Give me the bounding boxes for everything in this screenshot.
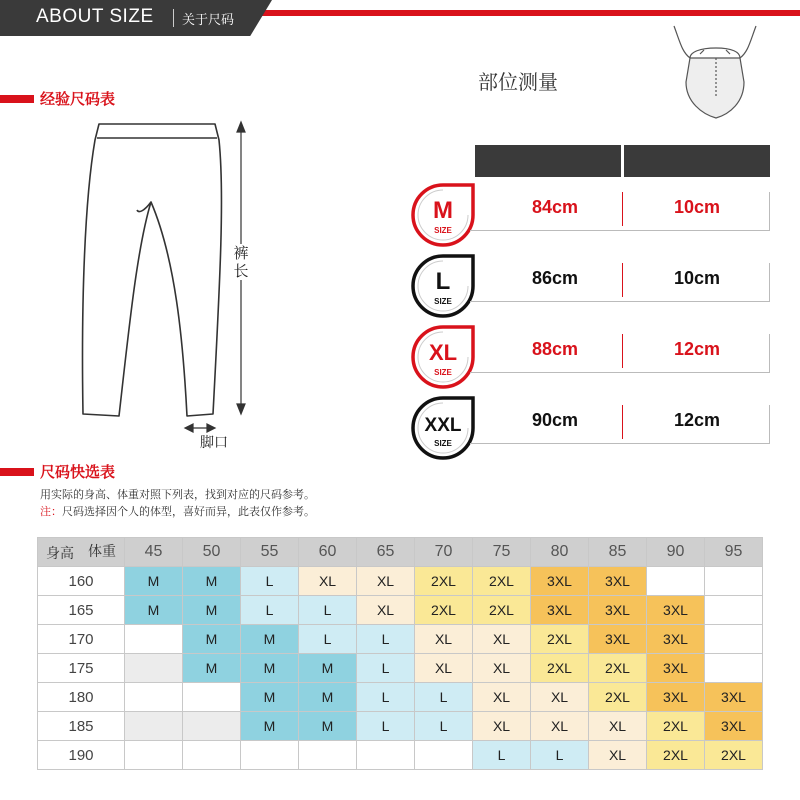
size-cell: 3XL <box>647 683 705 712</box>
size-cell <box>183 712 241 741</box>
size-cell: XL <box>473 654 531 683</box>
size-cell: 3XL <box>705 712 763 741</box>
size-cell: M <box>125 596 183 625</box>
badge-size-text: XL <box>428 340 458 365</box>
size-cell: M <box>299 654 357 683</box>
header-subtitle: 关于尺码 <box>182 13 235 28</box>
size-cell: 3XL <box>531 567 589 596</box>
size-cell: L <box>473 741 531 770</box>
size-cell: XL <box>531 712 589 741</box>
size-cell: XL <box>415 625 473 654</box>
chart-disclaimer <box>40 503 315 519</box>
measure-header-waist <box>475 145 621 177</box>
badge-size-sub: SIZE <box>434 226 452 235</box>
weight-col-header: 90 <box>647 538 705 567</box>
cuff-value: 12cm <box>673 410 721 430</box>
corner-height-label: 身高 <box>46 545 74 561</box>
weight-col-header: 95 <box>705 538 763 567</box>
size-cell <box>705 567 763 596</box>
size-cell <box>125 741 183 770</box>
size-cell <box>705 596 763 625</box>
weight-header-row <box>38 538 763 567</box>
size-cell <box>647 567 705 596</box>
badge-size-sub: SIZE <box>434 297 452 306</box>
badge-size-text: L <box>435 268 451 295</box>
size-cell: M <box>299 712 357 741</box>
size-cell: 2XL <box>531 654 589 683</box>
header-title: ABOUT SIZE <box>36 6 154 27</box>
cuff-value: 10cm <box>673 268 721 288</box>
cuff-value: 12cm <box>673 339 721 359</box>
size-cell: M <box>183 567 241 596</box>
size-cell: 2XL <box>589 683 647 712</box>
disclaimer-prefix: 注： <box>40 505 62 518</box>
section1-bar <box>0 95 34 103</box>
size-cell: L <box>415 712 473 741</box>
size-cell: 2XL <box>473 567 531 596</box>
weight-col-header: 60 <box>299 538 357 567</box>
size-cell: M <box>183 625 241 654</box>
table-row <box>38 596 763 625</box>
size-cell: L <box>357 654 415 683</box>
size-cell: 2XL <box>473 596 531 625</box>
pants-cuff-label: 脚口 <box>200 435 228 451</box>
size-cell: 3XL <box>531 596 589 625</box>
size-badge-l <box>410 253 476 319</box>
badge-size-text: M <box>433 197 453 224</box>
size-cell <box>125 625 183 654</box>
size-cell: XL <box>473 712 531 741</box>
waist-value: 86cm <box>531 268 579 288</box>
table-row <box>38 654 763 683</box>
size-cell <box>705 654 763 683</box>
size-cell: M <box>183 654 241 683</box>
size-row-xxl <box>410 401 770 455</box>
size-badge-xl <box>410 324 476 390</box>
size-cell <box>241 741 299 770</box>
size-cell: L <box>241 567 299 596</box>
size-cell: 3XL <box>647 596 705 625</box>
size-cell <box>183 741 241 770</box>
size-cell: 3XL <box>589 625 647 654</box>
size-cell: XL <box>299 567 357 596</box>
size-cell: M <box>241 654 299 683</box>
header-separator <box>173 9 174 27</box>
size-cell: 2XL <box>647 712 705 741</box>
section2-title: 尺码快选表 <box>40 463 116 481</box>
height-row-header: 160 <box>38 567 125 596</box>
size-cell: L <box>531 741 589 770</box>
height-row-header: 170 <box>38 625 125 654</box>
waist-value: 84cm <box>531 197 579 217</box>
weight-col-header: 70 <box>415 538 473 567</box>
chart-note: 用实际的身高、体重对照下列表，找到对应的尺码参考。 <box>40 488 315 501</box>
pants-illustration <box>75 118 265 448</box>
size-cell: XL <box>589 741 647 770</box>
badge-size-sub: SIZE <box>434 439 452 448</box>
size-cell <box>357 741 415 770</box>
size-cell: 3XL <box>647 654 705 683</box>
size-cell: L <box>357 712 415 741</box>
size-cell: M <box>241 625 299 654</box>
size-cell: M <box>125 567 183 596</box>
size-row-xl <box>410 330 770 384</box>
size-cell: M <box>241 712 299 741</box>
size-cell: XL <box>473 625 531 654</box>
height-row-header: 165 <box>38 596 125 625</box>
size-badge-m <box>410 182 476 248</box>
size-cell: 3XL <box>589 567 647 596</box>
size-cell: M <box>241 683 299 712</box>
size-cell: 2XL <box>589 654 647 683</box>
size-cell: XL <box>473 683 531 712</box>
corner-weight-label: 体重 <box>88 543 116 559</box>
size-cell: L <box>415 683 473 712</box>
measure-title: 部位测量 <box>478 70 558 94</box>
table-row <box>38 712 763 741</box>
weight-col-header: 50 <box>183 538 241 567</box>
table-row <box>38 625 763 654</box>
pants-length-label: 裤长 <box>233 244 249 280</box>
size-cell: 3XL <box>589 596 647 625</box>
table-row <box>38 683 763 712</box>
size-cell: 2XL <box>705 741 763 770</box>
weight-col-header: 55 <box>241 538 299 567</box>
size-cell: 2XL <box>531 625 589 654</box>
weight-col-header: 75 <box>473 538 531 567</box>
badge-size-sub: SIZE <box>434 368 452 377</box>
size-cell: L <box>299 596 357 625</box>
size-cell: L <box>357 625 415 654</box>
size-cell: L <box>357 683 415 712</box>
cuff-value: 10cm <box>673 197 721 217</box>
size-cell: M <box>183 596 241 625</box>
size-cell <box>125 654 183 683</box>
size-cell: L <box>241 596 299 625</box>
disclaimer-text: 尺码选择因个人的体型，喜好而异，此表仅作参考。 <box>62 505 315 518</box>
size-cell: 2XL <box>415 567 473 596</box>
table-row <box>38 567 763 596</box>
height-row-header: 175 <box>38 654 125 683</box>
size-cell <box>415 741 473 770</box>
size-row-m <box>410 188 770 242</box>
size-cell <box>125 712 183 741</box>
size-cell: 2XL <box>415 596 473 625</box>
size-cell: XL <box>357 567 415 596</box>
height-row-header: 190 <box>38 741 125 770</box>
size-cell: 3XL <box>705 683 763 712</box>
section2-bar <box>0 468 34 476</box>
waist-value: 90cm <box>531 410 579 430</box>
weight-col-header: 85 <box>589 538 647 567</box>
weight-col-header: 80 <box>531 538 589 567</box>
height-row-header: 185 <box>38 712 125 741</box>
size-cell: 3XL <box>647 625 705 654</box>
chart-corner <box>38 538 125 567</box>
table-row <box>38 741 763 770</box>
size-cell: XL <box>357 596 415 625</box>
size-cell: XL <box>531 683 589 712</box>
size-cell: 2XL <box>647 741 705 770</box>
size-cell <box>125 683 183 712</box>
size-cell: L <box>299 625 357 654</box>
badge-size-text: XXL <box>424 415 462 436</box>
section1-title: 经验尺码表 <box>40 90 116 108</box>
body-measure-icon <box>660 22 770 122</box>
size-cell <box>183 683 241 712</box>
size-cell <box>299 741 357 770</box>
weight-col-header: 45 <box>125 538 183 567</box>
weight-col-header: 65 <box>357 538 415 567</box>
size-cell: XL <box>415 654 473 683</box>
measure-header-cuff <box>624 145 770 177</box>
size-cell: M <box>299 683 357 712</box>
size-cell: XL <box>589 712 647 741</box>
size-row-l <box>410 259 770 313</box>
waist-value: 88cm <box>531 339 579 359</box>
size-chart-table <box>37 537 763 770</box>
height-row-header: 180 <box>38 683 125 712</box>
size-cell <box>705 625 763 654</box>
size-badge-xxl <box>410 395 476 461</box>
